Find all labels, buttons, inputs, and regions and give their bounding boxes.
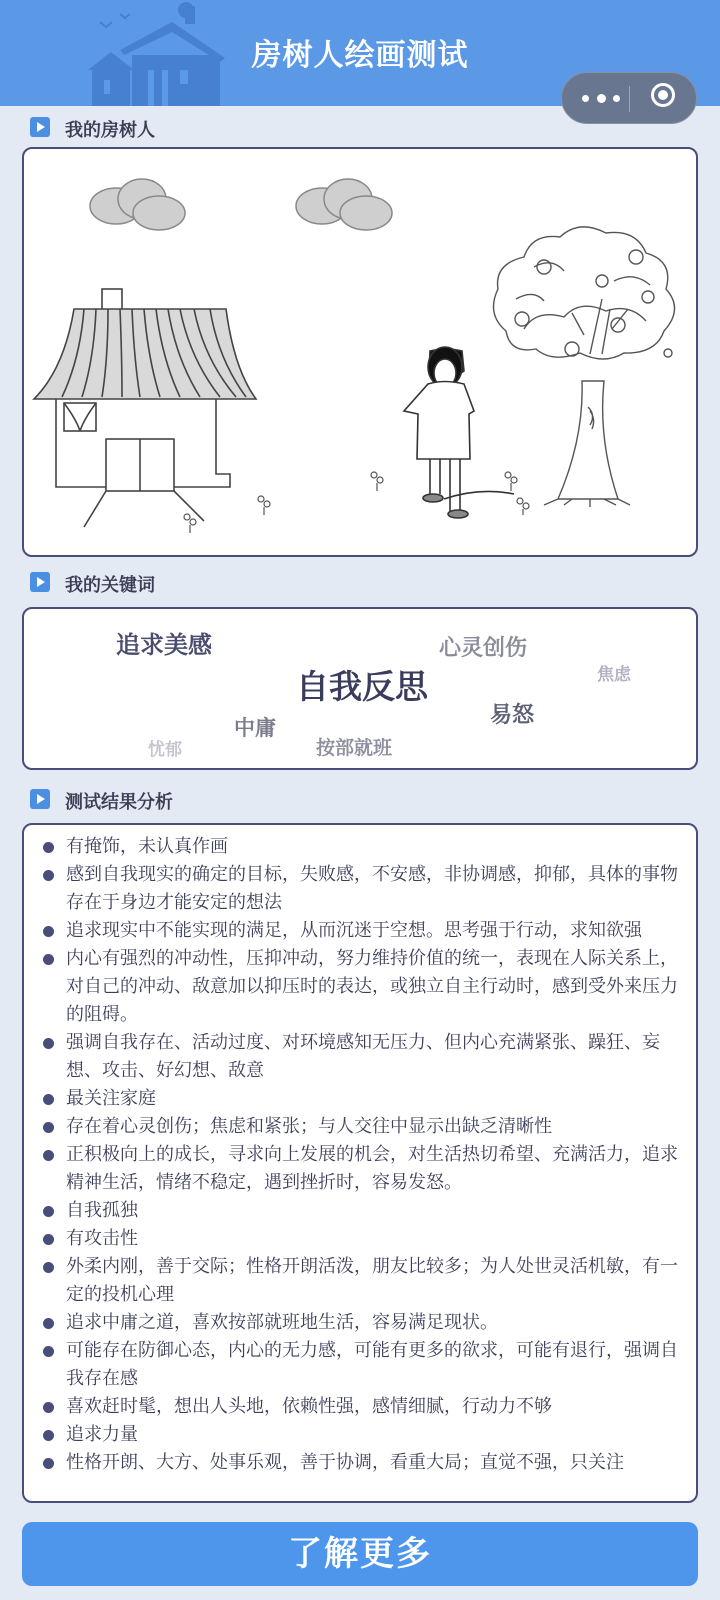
tree-icon [494,227,675,507]
house-tree-person-drawing [24,149,696,555]
more-dots-icon[interactable] [576,73,628,123]
play-icon [30,117,50,137]
keyword-tag: 追求美感 [116,631,212,659]
result-item: 喜欢赶时髦，想出人头地，依赖性强，感情细腻，行动力不够 [40,1393,682,1421]
result-item: 存在着心灵创伤；焦虑和紧张；与人交往中显示出缺乏清晰性 [40,1113,682,1141]
result-item: 最关注家庭 [40,1085,682,1113]
flower-icon [184,472,529,533]
result-item: 追求现实中不能实现的满足，从而沉迷于空想。思考强于行动，求知欲强 [40,917,682,945]
person-icon [404,347,514,518]
cloud-icon [296,179,392,230]
cloud-icon [90,179,185,230]
result-item: 可能存在防御心态，内心的无力感，可能有更多的欲求，可能有退行，强调自我存在感 [40,1337,682,1393]
keyword-tag: 中庸 [234,716,276,740]
page-title: 房树人绘画测试 [251,38,469,73]
result-item: 强调自我存在、活动过度、对环境感知无压力、但内心充满紧张、躁狂、妄想、攻击、好幻想、敌意 [40,1029,682,1085]
keyword-tag: 心灵创伤 [439,636,528,661]
result-item: 感到自我现实的确定的目标，失败感，不安感，非协调感，抑郁，具体的事物存在于身边才能安定的想法 [40,861,682,917]
section-title-keywords: 我的关键词 [65,575,155,596]
learn-more-button[interactable]: 了解更多 [22,1522,698,1586]
drawing-card [22,147,698,557]
keyword-tag: 自我反思 [296,667,428,706]
house-icon [34,289,256,527]
result-item: 追求力量 [40,1421,682,1449]
keyword-tag: 焦虑 [597,665,631,685]
target-close-icon[interactable] [640,73,692,123]
capsule-divider [629,86,630,112]
section-title-results: 测试结果分析 [65,792,173,813]
keywords-card [22,607,698,770]
result-item: 内心有强烈的冲动性，压抑冲动，努力维持价值的统一，表现在人际关系上，对自己的冲动、敌意加以抑压时的表达，或独立自主行动时，感到受外来压力的阻碍。 [40,945,682,1029]
result-item: 外柔内刚，善于交际；性格开朗活泼，朋友比较多；为人处世灵活机敏，有一定的投机心理 [40,1253,682,1309]
result-item: 自我孤独 [40,1197,682,1225]
result-item: 有掩饰，未认真作画 [40,833,682,861]
result-item: 追求中庸之道，喜欢按部就班地生活，容易满足现状。 [40,1309,682,1337]
result-item: 性格开朗、大方、处事乐观，善于协调，看重大局；直觉不强，只关注 [40,1449,682,1477]
capsule-menu [561,72,697,124]
play-icon [30,789,50,809]
results-list [24,825,696,1477]
section-title-drawing: 我的房树人 [65,120,155,141]
play-icon [30,572,50,592]
result-item: 正积极向上的成长，寻求向上发展的机会，对生活热切希望、充满活力，追求精神生活，情绪不稳定，遇到挫折时，容易发怒。 [40,1141,682,1197]
keyword-tag: 易怒 [490,703,535,728]
results-card[interactable] [22,823,698,1503]
result-item: 有攻击性 [40,1225,682,1253]
keyword-tag: 按部就班 [316,737,393,759]
keyword-tag: 忧郁 [148,740,182,760]
